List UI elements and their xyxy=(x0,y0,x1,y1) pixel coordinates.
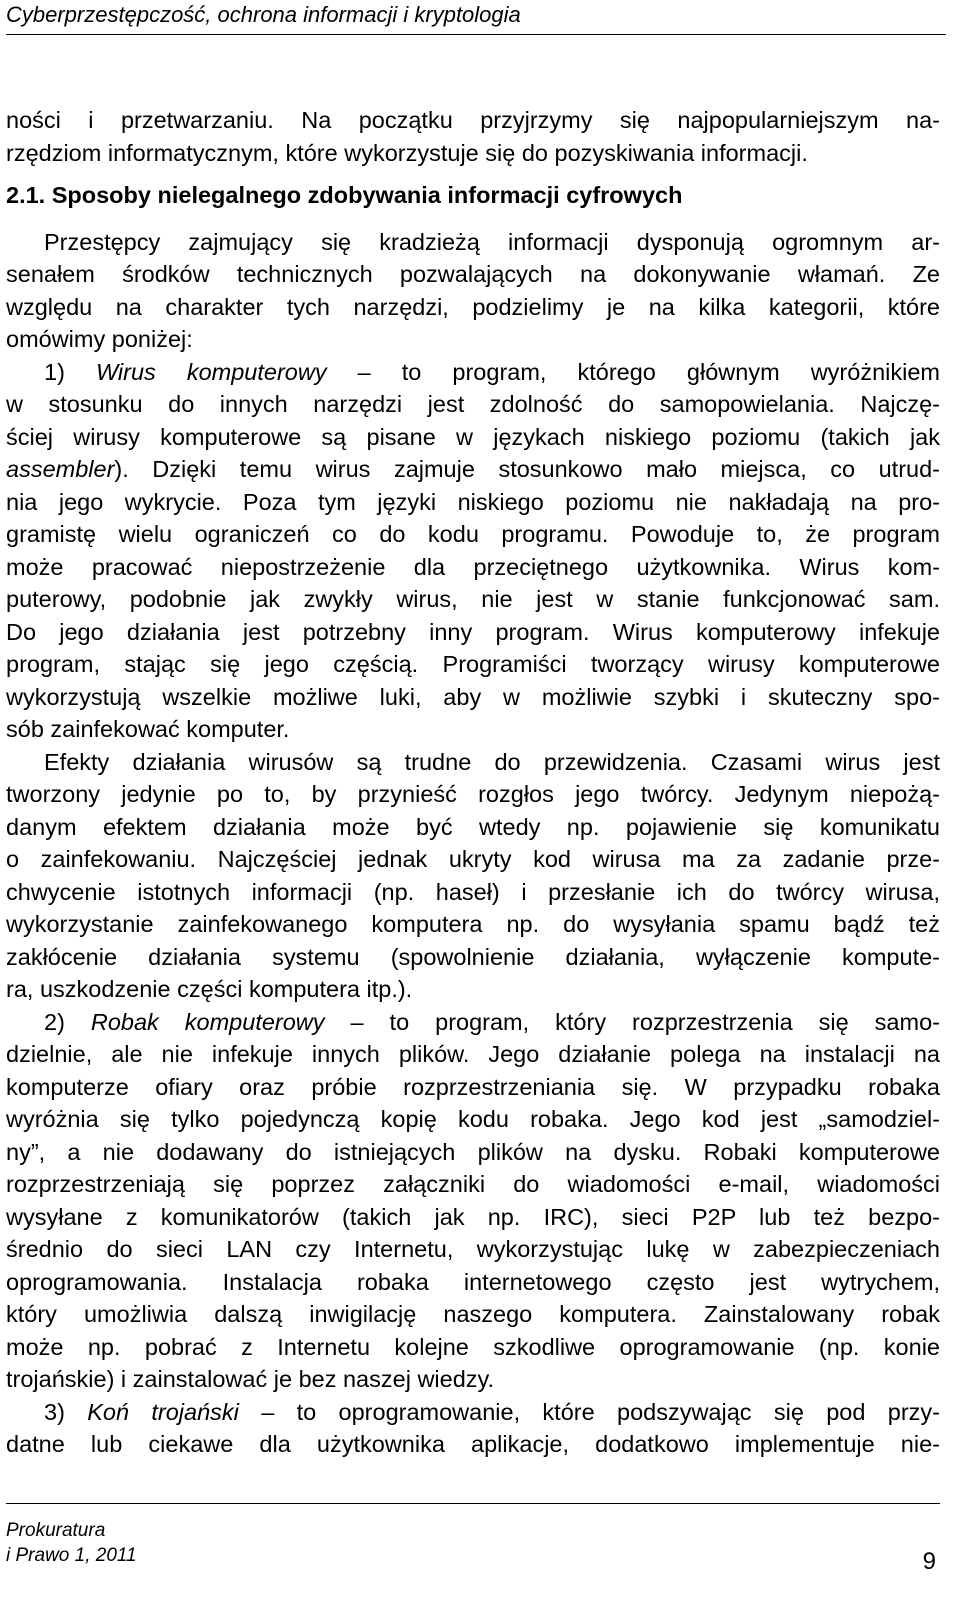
term-assembler: assembler xyxy=(6,456,115,482)
text-line: ny”, a nie dodawany do istniejących plików na dysku. Robaki komputerowe xyxy=(6,1138,940,1165)
list-number: 3) xyxy=(44,1398,88,1425)
running-header xyxy=(6,0,946,35)
text-fragment: – to program, którego głównym wyróżnikiem xyxy=(326,358,940,385)
list-item-worm-first-line xyxy=(6,1006,940,1039)
text-line: rzędziom informatycznym, które wykorzystuje się do pozyskiwania informacji. xyxy=(6,139,808,166)
text-line: który umożliwia dalszą inwigilację naszego komputera. Zainstalowany robak xyxy=(6,1301,940,1327)
text-fragment: – to program, który rozprzestrzenia się samo- xyxy=(324,1008,940,1035)
text-line-with-italic xyxy=(6,453,940,486)
text-line: danym efektem działania może być wtedy np. pojawienie się komunikatu xyxy=(6,813,940,840)
list-item-virus-first-line xyxy=(6,356,940,389)
text-line: wyróżnia się tylko pojedynczą kopię kodu robaka. Jego kod jest „samodziel- xyxy=(6,1106,940,1132)
text-line: może np. pobrać z Internetu kolejne szkodliwe oprogramowanie (np. konie xyxy=(6,1333,940,1360)
text-line: średnio do sieci LAN czy Internetu, wykorzystując lukę w zabezpieczeniach xyxy=(6,1236,940,1262)
text-line: oprogramowania. Instalacja robaka internetowego często jest wytrychem, xyxy=(6,1268,940,1295)
text-line: datne lub ciekawe dla użytkownika aplikacje, dodatkowo implementuje nie- xyxy=(6,1431,940,1457)
footer-journal-issue: i Prawo 1, 2011 xyxy=(6,1545,137,1566)
text-line: rozprzestrzeniają się poprzez załączniki do wiadomości e-mail, wiadomości xyxy=(6,1171,940,1197)
text-line: dzielnie, ale nie infekuje innych plików. Jego działanie polega na instalacji na xyxy=(6,1041,940,1067)
text-line: gramistę wielu ograniczeń co do kodu programu. Powoduje to, że program xyxy=(6,521,940,547)
text-line: tworzony jedynie po to, by przynieść rozgłos jego twórcy. Jedynym niepożą- xyxy=(6,781,940,807)
footer-journal-name: Prokuratura xyxy=(6,1520,106,1541)
text-line: Efekty działania wirusów są trudne do przewidzenia. Czasami wirus jest xyxy=(44,748,940,775)
text-line: wykorzystują wszelkie możliwe luki, aby w możliwie szybki i skuteczny spo- xyxy=(6,683,940,710)
text-line: w stosunku do innych narzędzi jest zdolność do samopowielania. Najczę- xyxy=(6,391,940,417)
page-body xyxy=(6,104,940,1461)
text-line: nia jego wykrycie. Poza tym języki niskiego poziomu nie nakładają na pro- xyxy=(6,488,940,515)
text-line: omówimy poniżej: xyxy=(6,326,193,352)
running-header-title: Cyberprzestępczość, ochrona informacji i kryptologia xyxy=(6,2,521,27)
text-line: chwycenie istotnych informacji (np. haseł) i przesłanie ich do twórcy wirusa, xyxy=(6,878,940,905)
list-item-trojan-first-line xyxy=(6,1396,940,1429)
text-line: program, stając się jego częścią. Programiści tworzący wirusy komputerowe xyxy=(6,651,940,677)
text-line: wysyłane z komunikatorów (takich jak np. IRC), sieci P2P lub też bezpo- xyxy=(6,1203,940,1230)
text-line: ściej wirusy komputerowe są pisane w językach niskiego poziomu (takich jak xyxy=(6,423,940,450)
text-line: ra, uszkodzenie części komputera itp.). xyxy=(6,976,413,1002)
text-line: może pracować niepostrzeżenie dla przeciętnego użytkownika. Wirus kom- xyxy=(6,553,940,580)
page-footer xyxy=(6,1503,940,1596)
term-wirus: Wirus komputerowy xyxy=(95,358,327,385)
text-line: Do jego działania jest potrzebny inny program. Wirus komputerowy infekuje xyxy=(6,618,940,645)
text-line: sób zainfekować komputer. xyxy=(6,716,290,742)
text-fragment: ). Dzięki temu wirus zajmuje stosunkowo mało miejsca, co utrud- xyxy=(114,456,940,482)
text-line: względu na charakter tych narzędzi, podzielimy je na kilka kategorii, które xyxy=(6,293,940,320)
term-robak: Robak komputerowy xyxy=(90,1008,325,1035)
footer-journal xyxy=(6,1518,137,1568)
text-line: komputerze ofiary oraz próbie rozprzestrzeniania się. W przypadku robaka xyxy=(6,1073,940,1100)
list-number: 2) xyxy=(44,1008,91,1035)
text-line: o zainfekowaniu. Najczęściej jednak ukryty kod wirusa ma za zadanie prze- xyxy=(6,846,940,872)
text-line: puterowy, podobnie jak zwykły wirus, nie jest w stanie funkcjonować sam. xyxy=(6,586,940,612)
section-heading: 2.1. Sposoby nielegalnego zdobywania informacji cyfrowych xyxy=(6,182,683,208)
text-line: ności i przetwarzaniu. Na początku przyjrzymy się najpopularniejszym na- xyxy=(6,107,940,133)
term-kon-trojanski: Koń trojański xyxy=(87,1398,239,1425)
text-fragment: – to oprogramowanie, które podszywając się pod przy- xyxy=(238,1398,940,1425)
page-number: 9 xyxy=(922,1548,936,1575)
text-line: zakłócenie działania systemu (spowolnienie działania, wyłączenie kompute- xyxy=(6,943,940,970)
list-number: 1) xyxy=(44,358,96,385)
text-line: senałem środków technicznych pozwalających na dokonywanie włamań. Ze xyxy=(6,261,940,287)
text-line: trojańskie) i zainstalować je bez naszej wiedzy. xyxy=(6,1366,495,1392)
text-line: Przestępcy zajmujący się kradzieżą informacji dysponują ogromnym ar- xyxy=(44,228,940,255)
text-line: wykorzystanie zainfekowanego komputera np. do wysyłania spamu bądź też xyxy=(6,911,940,937)
